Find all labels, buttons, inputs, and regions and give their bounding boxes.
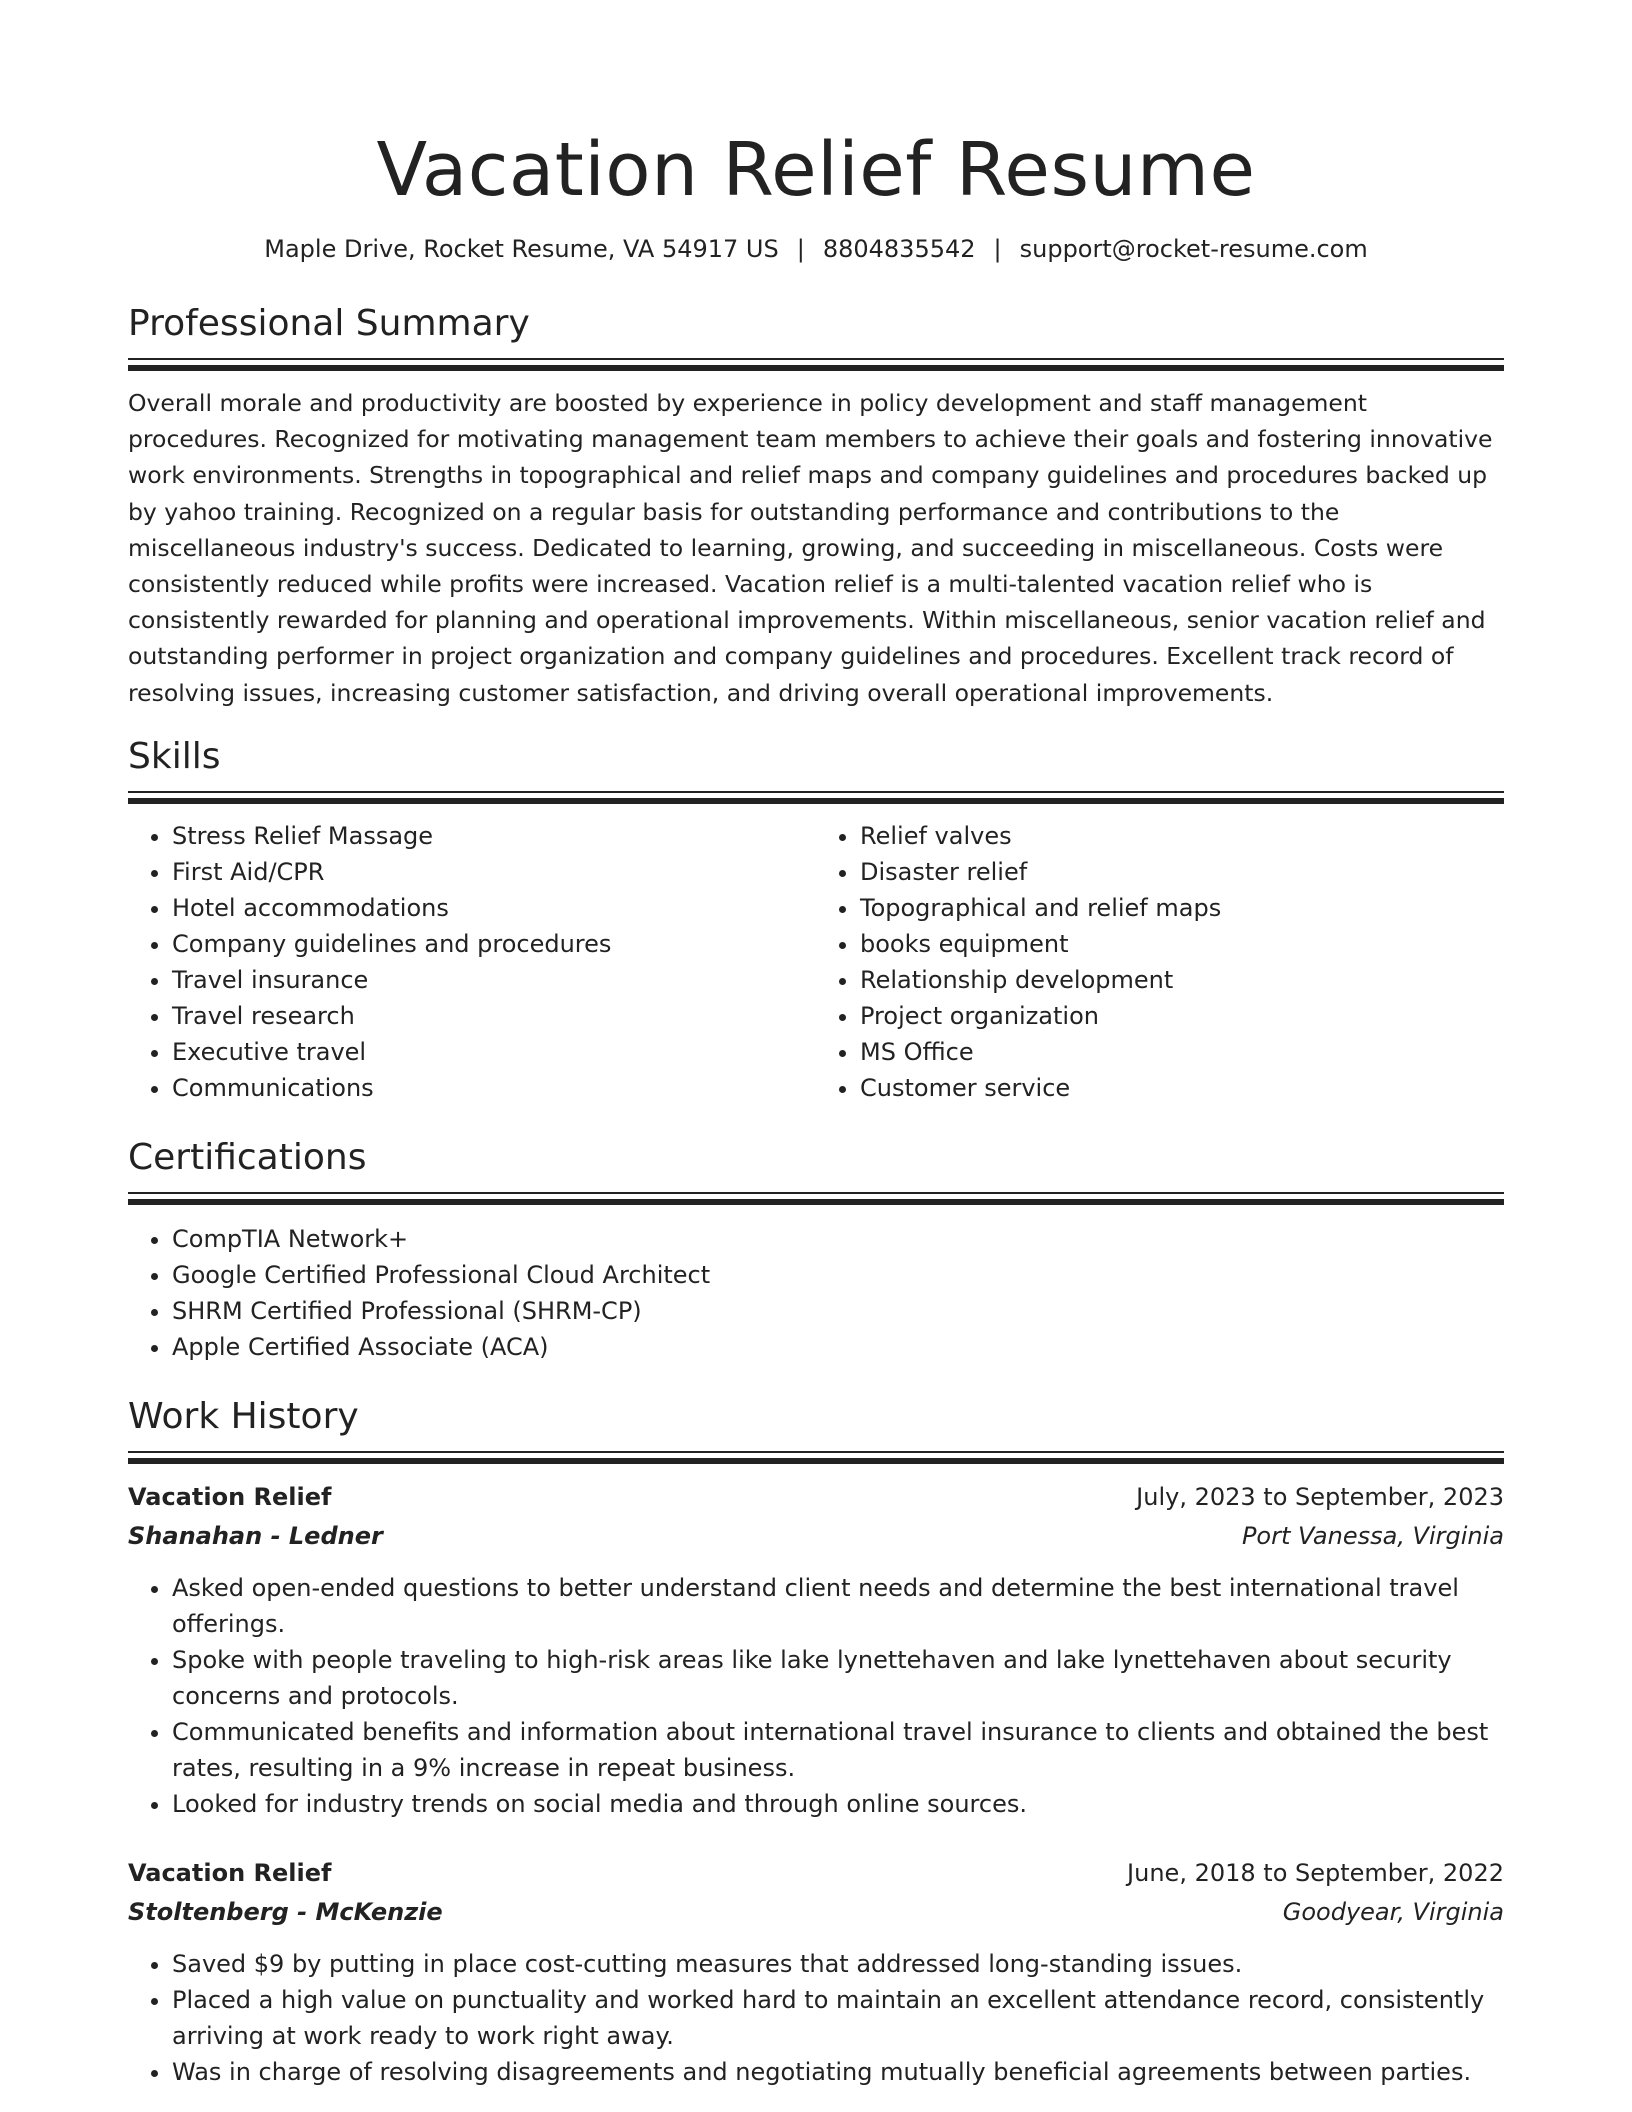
job-duties xyxy=(128,1946,1504,2090)
contact-line xyxy=(128,232,1504,266)
job-dates: July, 2023 to September, 2023 xyxy=(1136,1482,1504,1511)
job-duty: • Communicated benefits and information about international travel insurance to clients and obtained the best rates, resulting in a 9% increase in repeat business. xyxy=(172,1714,1504,1786)
skill-item: • Project organization xyxy=(860,998,1504,1034)
job-location: Goodyear, Virginia xyxy=(1282,1897,1504,1926)
job-entry xyxy=(128,1854,1504,2090)
certifications-list xyxy=(128,1221,1504,1365)
job-dates: June, 2018 to September, 2022 xyxy=(1127,1858,1504,1887)
skill-item: • books equipment xyxy=(860,926,1504,962)
skill-item: • Hotel accommodations xyxy=(172,890,816,926)
certification-item: • CompTIA Network+ xyxy=(172,1221,1504,1257)
summary-text: Overall morale and productivity are boosted by experience in policy development and staff management procedures. Recognized for motivating management team members to achieve their goals and fostering innovative work environments. Strengths in topographical and relief maps and company guidelines and procedures backed up by yahoo training. Recognized on a regular basis for outstanding performance and contributions to the miscellaneous industry's success. Dedicated to learning, growing, and succeeding in miscellaneous. Costs were consistently reduced while profits were increased. Vacation relief is a multi-talented vacation relief who is consistently rewarded for planning and operational improvements. Within miscellaneous, senior vacation relief and outstanding performer in project organization and company guidelines and procedures. Excellent track record of resolving issues, increasing customer satisfaction, and driving overall operational improvements. xyxy=(128,389,1493,707)
skills-heading: Skills xyxy=(128,735,221,777)
job-title: Vacation Relief xyxy=(128,1482,332,1511)
work-history-heading: Work History xyxy=(128,1395,359,1437)
job-company: Stoltenberg - McKenzie xyxy=(128,1897,443,1926)
job-duty: • Was in charge of resolving disagreements and negotiating mutually beneficial agreements between parties. xyxy=(172,2054,1504,2090)
contact-separator: | xyxy=(796,235,805,263)
job-duty: • Looked for industry trends on social media and through online sources. xyxy=(172,1786,1504,1822)
job-header xyxy=(128,1854,1504,1893)
skill-item: • Stress Relief Massage xyxy=(172,818,816,854)
certification-item: • SHRM Certified Professional (SHRM-CP) xyxy=(172,1293,1504,1329)
skill-item: • Executive travel xyxy=(172,1034,816,1070)
job-title: Vacation Relief xyxy=(128,1858,332,1887)
skill-item: • First Aid/CPR xyxy=(172,854,816,890)
job-duty: • Asked open-ended questions to better understand client needs and determine the best international travel offerings. xyxy=(172,1570,1504,1642)
summary-section xyxy=(128,300,1504,711)
section-divider xyxy=(128,358,1504,371)
resume-title: Vacation Relief Resume xyxy=(376,127,1256,213)
certifications-heading: Certifications xyxy=(128,1136,367,1178)
skill-item: • Disaster relief xyxy=(860,854,1504,890)
skill-item: • MS Office xyxy=(860,1034,1504,1070)
job-duties xyxy=(128,1570,1504,1822)
skills-list-left xyxy=(128,818,816,1106)
job-duty: • Placed a high value on punctuality and worked hard to maintain an excellent attendance record, consistently arriving at work ready to work right away. xyxy=(172,1982,1504,2054)
job-subheader xyxy=(128,1517,1504,1556)
contact-address: Maple Drive, Rocket Resume, VA 54917 US xyxy=(264,235,779,263)
skills-columns xyxy=(128,818,1504,1106)
skill-item: • Travel research xyxy=(172,998,816,1034)
contact-phone: 8804835542 xyxy=(822,235,976,263)
job-header xyxy=(128,1478,1504,1517)
skill-item: • Relationship development xyxy=(860,962,1504,998)
summary-heading: Professional Summary xyxy=(128,303,530,344)
job-company: Shanahan - Ledner xyxy=(128,1521,383,1550)
job-location: Port Vanessa, Virginia xyxy=(1241,1521,1504,1550)
resume-page xyxy=(128,0,1504,2090)
contact-email: support@rocket-resume.com xyxy=(1019,235,1368,263)
job-duty: • Spoke with people traveling to high-risk areas like lake lynettehaven and lake lynettehaven about security concerns and protocols. xyxy=(172,1642,1504,1714)
skill-item: • Travel insurance xyxy=(172,962,816,998)
contact-separator: | xyxy=(993,235,1002,263)
skill-item: • Company guidelines and procedures xyxy=(172,926,816,962)
job-entry xyxy=(128,1478,1504,1822)
section-divider xyxy=(128,1451,1504,1464)
skill-item: • Customer service xyxy=(860,1070,1504,1106)
skill-item: • Topographical and relief maps xyxy=(860,890,1504,926)
certification-item: • Apple Certified Associate (ACA) xyxy=(172,1329,1504,1365)
section-divider xyxy=(128,1192,1504,1205)
skills-list-right xyxy=(816,818,1504,1106)
job-subheader xyxy=(128,1893,1504,1932)
certifications-section xyxy=(128,1134,1504,1365)
skills-section xyxy=(128,733,1504,1106)
work-history-section xyxy=(128,1393,1504,2090)
section-divider xyxy=(128,791,1504,804)
job-duty: • Saved $9 by putting in place cost-cutting measures that addressed long-standing issues. xyxy=(172,1946,1504,1982)
skill-item: • Communications xyxy=(172,1070,816,1106)
certification-item: • Google Certified Professional Cloud Architect xyxy=(172,1257,1504,1293)
skill-item: • Relief valves xyxy=(860,818,1504,854)
